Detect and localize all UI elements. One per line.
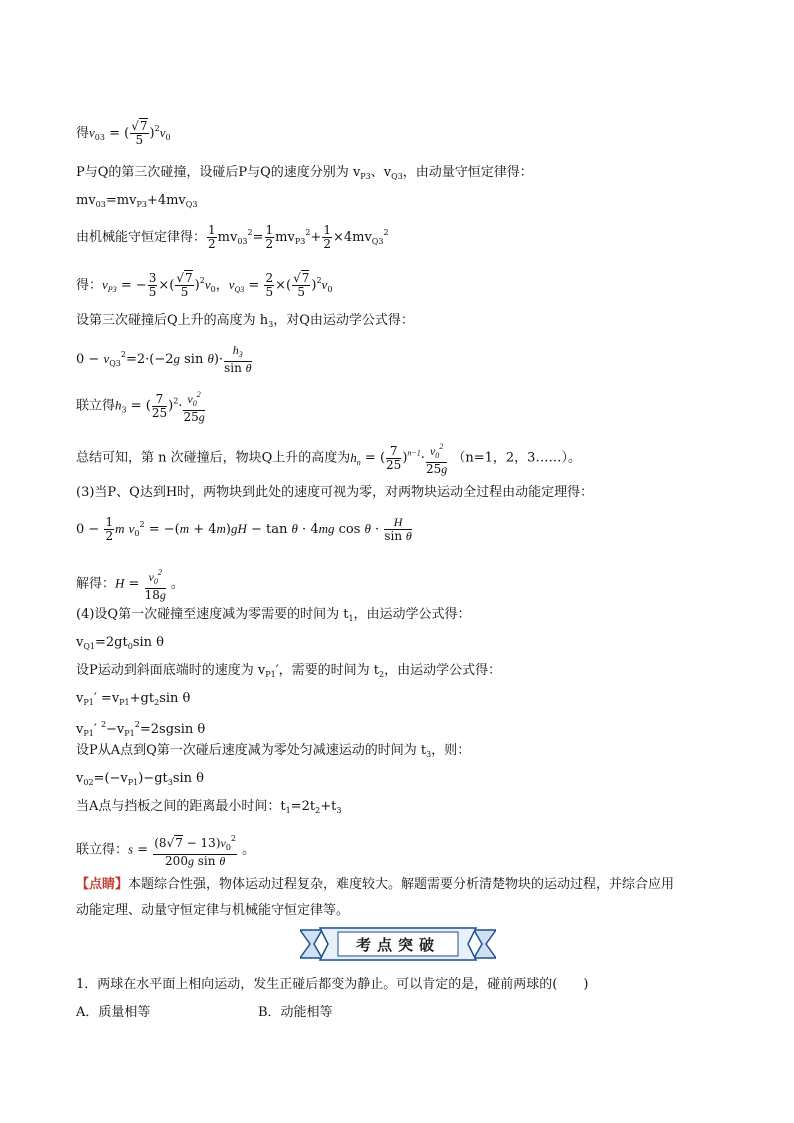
line-t3-setup: 设P从A点到Q第一次碰后速度减为零处匀减速运动的时间为 $t_3$，则： [76,743,471,759]
text: =2t [290,799,316,814]
text: 、v [370,165,392,180]
text: v [76,635,84,650]
line-result-v03: 得$v_{03}$ = ( $\frac{√7}{5}$ )$^2v_0$ [76,119,171,147]
line-vp1-eq: $v_{P1}' =v_{P1}+gt_2\sin$ θ [76,691,191,707]
text: ，由运动学公式得： [384,663,502,678]
text: 联立得 [76,398,116,414]
text: +t [320,799,337,814]
banner-text: 考点突破 [355,936,441,954]
text: sin θ [132,635,164,650]
text: +4mv [146,193,186,208]
text: −v [106,722,125,737]
line-H-result: 解得：H = $\frac{v_0^2}{18g}$ 。 [76,568,184,602]
text: v [76,722,84,737]
text: mv [76,193,96,208]
text: 设第三次碰撞后Q上升的高度为 h [76,313,269,328]
line-s-result: 联立得：s = $\frac{(8√7 - 13)v_0^2}{\text{200g sin θ}}$ 。 [76,834,256,868]
text: v [76,771,84,786]
text: 得 [76,126,90,141]
line-h3: 联立得$h_3$ = ( $\frac{7}{25}$ )$^2$· $\frac{v_0^2}{25g}$ [76,390,205,424]
text: sin θ [172,771,205,786]
line-energy-eq: 由机械能守恒定律得： $\frac{1}{2}$ $mv_{03}^2=$ $\frac{1}{2}$ $mv_{P3}^2+$ $\frac{1}{2}$ $\times 4mv_{Q3}^2$ [76,223,389,251]
text: 由机械能守恒定律得： [76,230,207,245]
text: 本题综合性强，物体运动过程复杂，难度较大。解题需要分析清楚物块的运动过程，并综合应用 [128,877,675,892]
option-a: A．质量相等 [76,1005,151,1020]
text: v [76,691,84,706]
dianjing-tag: 【点睛】 [76,877,129,892]
text: ，对Q由运动学公式得： [273,313,414,328]
text: ′ [93,722,101,737]
text: =mv [105,193,137,208]
text: sin θ [159,691,191,706]
line-part3: (3)当P、Q达到H时，两物块到此处的速度可视为零，对两物块运动全过程由动能定理得： [76,485,594,500]
text: 总结可知，第 n 次碰撞后，物块Q上升的高度为 [76,450,351,466]
dianjing-line2: 动能定理、动量守恒定律与机械能守恒定律等。 [76,903,350,918]
text: ，由运动学公式得： [353,607,471,622]
text: 得： [76,278,103,293]
line-t1-eq: 当A点与挡板之间的距离最小时间：$t_1=2t_2+t_3$ [76,799,342,815]
line-vq1: $v_{Q1}=2gt_0\sin$ θ [76,635,164,651]
line-momentum-eq: $mv_{03}=mv_{P3}+4mv_{Q3}$ [76,193,198,209]
text: （n=1，2，3……）。 [452,450,581,466]
line-v02-eq: $v_{02}=(-v_{P1})-gt_3\sin$ θ [76,771,205,787]
text: )−gt [138,771,168,786]
text: 设P运动到斜面底端时的速度为 v [76,663,266,678]
option-b: B．动能相等 [258,1005,333,1020]
text: (4)设Q第一次碰撞至速度减为零需要的时间为 t [76,607,349,622]
text: ，由动量守恒定律得： [402,165,533,180]
section-banner [300,926,496,962]
line-height-setup: 设第三次碰撞后Q上升的高度为 $h_3$，对Q由运动学公式得： [76,313,414,329]
text: =(−v [93,771,128,786]
line-kinematics-eq: $0 - v_{Q3}^2=2\cdot(-2g$ sin θ)· $\frac{h_3}{\text{sin θ}}$ [76,343,252,375]
text: =2gt [95,635,128,650]
text: P与Q的第三次碰撞，设碰后P与Q的速度分别为 v [76,165,361,180]
line-vp1-sq-eq: $v_{P1}'$ $^2-v_{P1}^2=2sgsin$ θ [76,720,206,738]
line-velocities: 得：$v_{P3}$ = − $\frac{3}{5}$ ×( $\frac{√7}{5}$ )$^2v_0$，$v_{Q3}$ = $\frac{2}{5}$ ×( $\frac{√7}{5}$ )$^2v_0$ [76,271,333,299]
question-1: 1．两球在水平面上相向运动，发生正碰后都变为静止。可以肯定的是，碰前两球的( ) [76,977,589,992]
line-part4: (4)设Q第一次碰撞至速度减为零需要的时间为 $t_1$，由运动学公式得： [76,607,471,623]
text: ′，需要的时间为 t [275,663,380,678]
text: 设P从A点到Q第一次碰后速度减为零处匀减速运动的时间为 t [76,743,427,758]
line-third-collision: P与Q的第三次碰撞，设碰后P与Q的速度分别为 $v_{P3}$、$v_{Q3}$，由动量守恒定律得： [76,165,533,181]
text: ′ =v [93,691,120,706]
line-p-setup: 设P运动到斜面底端时的速度为 $v_{P1}'$，需要的时间为 $t_2$，由运动学公式得： [76,663,502,679]
text: 联立得： [76,842,129,858]
dianjing-line1 [76,876,674,894]
line-energy-theorem: 0 − $\frac{1}{2}$ m $v_0^2 = -(m + 4m)gH - \tan \theta \cdot 4mg$ cos θ · $\frac{H}{\text{sin θ}}$ [76,515,412,543]
text: 当A点与挡板之间的距离最小时间：t [76,799,286,814]
text: =2sgsin θ [139,722,206,737]
line-hn-summary: 总结可知，第 n 次碰撞后，物块Q上升的高度为$h_n$ = ( $\frac{7}{25}$ )$^{n-1}$· $\frac{v_0^2}{25g}$ （n=1，2，3……）。 [76,442,581,476]
text: ，则： [431,743,471,758]
text: 解得： [76,576,116,592]
text: +gt [129,691,155,706]
